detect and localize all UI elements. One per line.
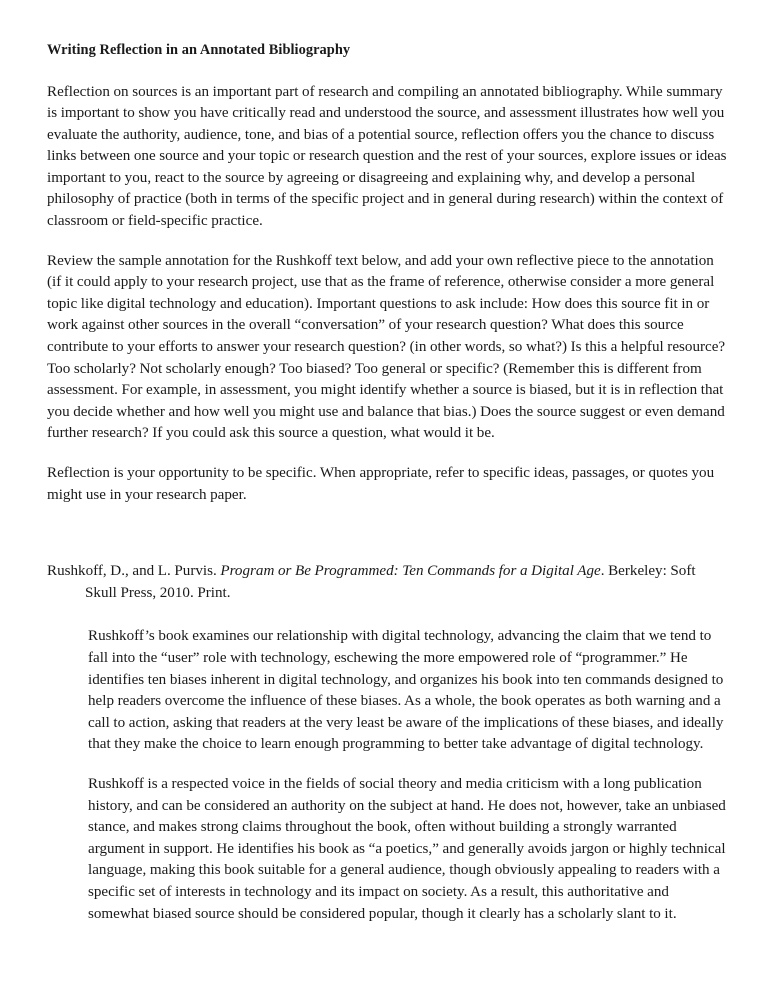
source-citation (47, 561, 728, 604)
intro-paragraph-1: Reflection on sources is an important part of research and compiling an annotated bibliography. While summary is important to show you have critically read and understood the source, and assessment illustrates how well you evaluate the authority, audience, tone, and bias of a potential source, reflection offers you the chance to discuss links between one source and your topic or research question and the rest of your sources, explore issues or ideas important to you, react to the source by agreeing or disagreeing and explaining why, and develop a personal philosophy of practice (both in terms of the specific project and in general during research) within the context of classroom or field-specific practice. (47, 83, 727, 230)
intro-paragraph-2: Review the sample annotation for the Rushkoff text below, and add your own reflective piece to the annotation (if it could apply to your research project, use that as the frame of reference, otherwise consider a more general topic like digital technology and education). Important questions to ask include: How does this source fit in or work against other sources in the overall “conversation” of your research question? What does this source contribute to your efforts to answer your research question? (in other words, so what?) Is this a helpful resource? Too scholarly? Not scholarly enough? Too biased? Too general or specific? (Remember this is different from assessment. For example, in assessment, you might identify whether a source is biased, but it is in reflection that you decide whether and how well you might use and balance that bias.) Does the source suggest or even demand further research? If you could ask this source a question, what would it be. (47, 252, 726, 442)
citation-publication-info: . Berkeley: Soft Skull Press, 2010. Print. (85, 563, 696, 601)
citation-work-title: Program or Be Programmed: Ten Commands for a Digital Age (220, 563, 601, 580)
annotation-assessment-paragraph: Rushkoff is a respected voice in the fields of social theory and media criticism with a long publication history, and can be considered an authority on the subject at hand. He does not, however, take an unbiased stance, and makes strong claims throughout the book, often without building a strongly warranted argument in support. He identifies his book as “a poetics,” and generally avoids jargon or highly technical language, making this book suitable for a general audience, though obviously appealing to readers with a specific set of interests in technology and its impact on society. As a result, this authoritative and somewhat biased source should be considered popular, though it clearly has a scholarly slant to it. (88, 775, 726, 922)
citation-authors: Rushkoff, D., and L. Purvis. (47, 563, 221, 580)
citation-block (47, 561, 728, 925)
page-title: Writing Reflection in an Annotated Bibliography (47, 42, 351, 58)
annotation-body (47, 626, 728, 925)
intro-paragraph-3: Reflection is your opportunity to be specific. When appropriate, refer to specific ideas, passages, or quotes you might use in your research paper. (47, 465, 715, 503)
annotation-summary-paragraph: Rushkoff’s book examines our relationship with digital technology, advancing the claim that we tend to fall into the “user” role with technology, eschewing the more empowered role of “programmer.” He identifies ten biases inherent in digital technology, and organizes his book into ten commands designed to help readers overcome the influence of these biases. As a whole, the book operates as both warning and a call to action, asking that readers at the very least be aware of the implications of these biases, and ideally that they make the choice to learn enough programming to better take advantage of digital technology. (88, 628, 724, 753)
